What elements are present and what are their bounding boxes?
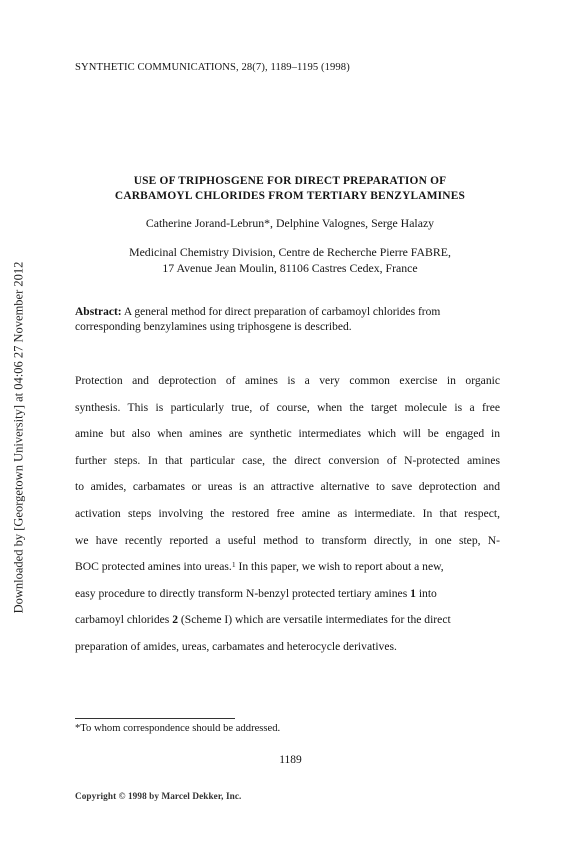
page-number: 1189 [279,754,302,766]
copyright-notice: Copyright © 1998 by Marcel Dekker, Inc. [75,791,242,801]
body-line: synthesis. This is particularly true, of course, when the target molecule is a free [75,400,500,414]
body-line [75,585,500,612]
article-title [60,174,520,203]
body-line: further steps. In that particular case, the direct conversion of N-protected amines [75,453,500,467]
affiliation [60,245,520,276]
body-line [75,558,500,585]
abstract-line-2: corresponding benzylamines using triphosgene is described. [75,320,352,333]
body-text: carbamoyl chlorides [75,613,173,627]
download-watermark: Downloaded by [Georgetown University] at 04:06 27 November 2012 [11,261,26,614]
footnote-divider [75,718,235,719]
body-text: In this paper, we wish to report about a new, [235,560,444,574]
compound-number: 1 [410,586,416,600]
body-text: easy procedure to directly transform N-benzyl protected tertiary amines [75,586,411,600]
abstract [75,305,440,334]
abstract-line-1 [75,305,440,320]
correspondence-footnote: *To whom correspondence should be addressed. [75,723,281,734]
title-line-1: USE OF TRIPHOSGENE FOR DIRECT PREPARATION OF [133,175,447,187]
abstract-label: Abstract: [75,306,122,318]
body-text: BOC protected amines into ureas. [75,560,232,574]
reference-marker: 1 [231,560,236,570]
abstract-text-1: A general method for direct preparation of carbamoyl chlorides from [121,306,441,318]
affiliation-line-1: Medicinal Chemistry Division, Centre de Recherche Pierre FABRE, [129,245,451,259]
body-line: amine but also when amines are synthetic intermediates which will be engaged in [75,427,500,441]
affiliation-line-2: 17 Avenue Jean Moulin, 81106 Castres Cedex, France [162,260,418,275]
title-line-2: CARBAMOYL CHLORIDES FROM TERTIARY BENZYLAMINES [114,189,466,202]
compound-number: 2 [172,613,179,627]
body-line: Protection and deprotection of amines is a very common exercise in organic [75,374,500,387]
body-text: into [415,586,437,600]
journal-citation-header: SYNTHETIC COMMUNICATIONS, 28(7), 1189–1195 (1998) [75,62,350,73]
body-text: (Scheme I) which are versatile intermediates for the direct [178,613,451,627]
body-line: activation steps involving the restored free amine as intermediate. In that respect, [75,506,500,520]
body-line [75,611,500,638]
author-list: Catherine Jorand-Lebrun*, Delphine Valognes, Serge Halazy [145,216,435,230]
body-line: to amides, carbamates or ureas is an attractive alternative to save deprotection and [75,480,500,494]
body-line: we have recently reported a useful method to transform directly, in one step, N- [75,533,500,547]
body-paragraph [75,372,500,665]
body-line: preparation of amides, ureas, carbamates and heterocycle derivatives. [75,639,397,653]
